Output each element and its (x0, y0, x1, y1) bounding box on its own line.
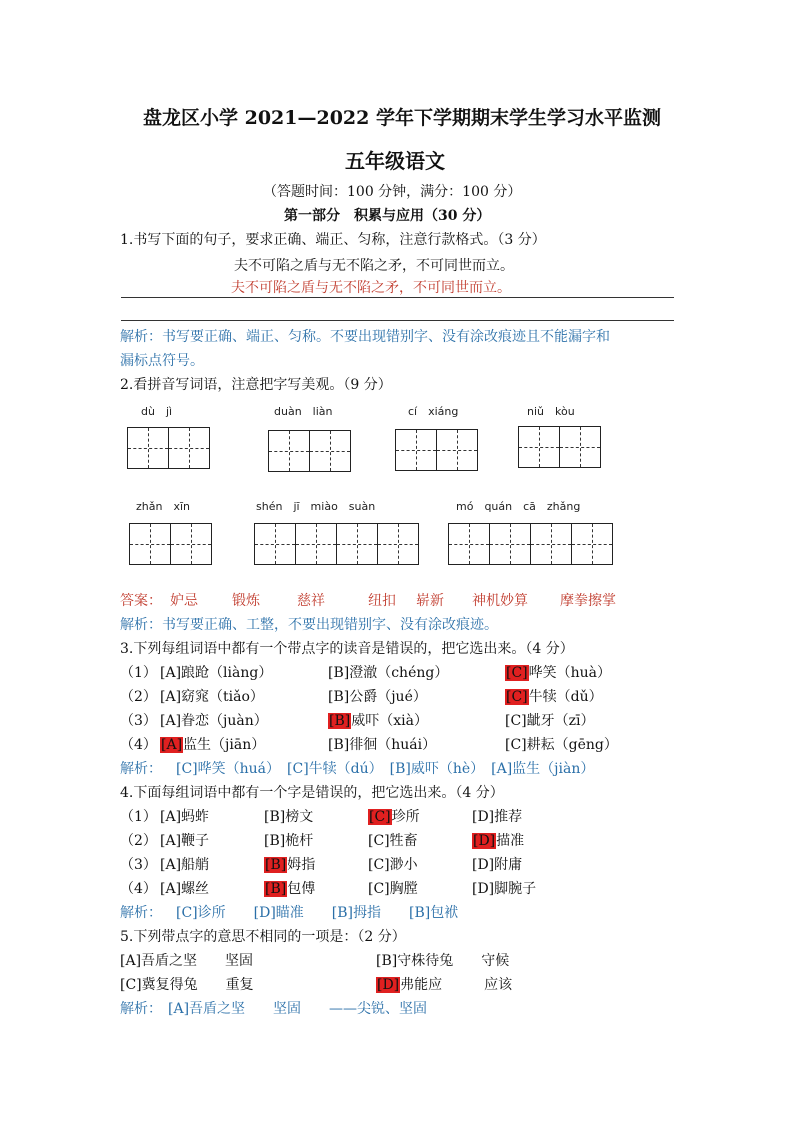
q4-prompt: 4.下面每组词语中都有一个字是错误的，把它选出来。（4 分） (120, 785, 504, 801)
pinyin-label: shén jī miào suàn (256, 500, 376, 513)
q2-answer-label: 答案： (120, 593, 162, 609)
q2-answer: 妒忌 (170, 593, 198, 609)
answer-highlight: [D] (473, 833, 496, 849)
q4-option-b: [B]榜文 (264, 809, 314, 825)
subject-title: 五年级语文 (345, 149, 445, 173)
q3-analysis-label: 解析： (120, 761, 162, 777)
q3-option-b-correct (328, 712, 428, 730)
q2-answer: 崭新 (416, 593, 444, 609)
q5-option-d-correct (376, 976, 512, 994)
q1-sentence: 夫不可陷之盾与无不陷之矛，不可同世而立。 (234, 258, 514, 274)
q3-option-a: [A]踉跄（liàng） (160, 665, 273, 681)
time-note: （答题时间：100 分钟，满分：100 分） (263, 184, 522, 200)
q4-option-b: [B]桅杆 (264, 833, 314, 849)
q4-option-text: 描准 (496, 833, 525, 849)
q4-option-c-correct (368, 808, 420, 826)
q5-option-c: [C]冀复得兔 重复 (120, 977, 254, 993)
q3-option-a: [A]窈窕（tiǎo） (160, 689, 264, 705)
q1-analysis-cont: 漏标点符号。 (120, 353, 204, 369)
q3-row-number: （2） (120, 689, 157, 705)
q4-option-text: 包傅 (287, 881, 316, 897)
q4-option-text: 珍所 (391, 809, 420, 825)
q2-prompt: 2.看拼音写词语，注意把字写美观。（9 分） (120, 377, 392, 393)
q5-prompt: 5.下列带点字的意思不相同的一项是：（2 分） (120, 929, 406, 945)
q1-sentence-copy: 夫不可陷之盾与无不陷之矛，不可同世而立。 (231, 280, 511, 296)
q5-option-text: 弗能应 应该 (400, 977, 513, 993)
q4-option-c: [C]渺小 (368, 857, 418, 873)
q4-analysis: [C]诊所 [D]瞄准 [B]拇指 [B]包袱 (176, 905, 459, 921)
writing-line (121, 297, 674, 298)
pinyin-label: mó quán cā zhǎng (456, 500, 581, 513)
q4-row-number: （1） (120, 809, 157, 825)
q2-answer: 纽扣 (368, 593, 396, 609)
pinyin-label: duàn liàn (274, 405, 333, 418)
q3-option-b: [B]澄澈（chéng） (328, 665, 449, 681)
q3-option-c: [C]龇牙（zī） (505, 713, 595, 729)
q4-option-c: [C]胸膛 (368, 881, 418, 897)
q4-option-b-correct (264, 856, 315, 874)
q3-option-a-correct (160, 736, 265, 754)
q3-analysis: [C]哗笑（huá） [C]牛犊（dú） [B]威吓（hè） [A]监生（jiàn） (176, 761, 595, 777)
answer-highlight: [D] (377, 977, 400, 993)
writing-grid[interactable] (448, 523, 613, 565)
q4-option-a: [A]蚂蚱 (160, 809, 210, 825)
q3-row-number: （3） (120, 713, 157, 729)
q5-analysis-label: 解析： (120, 1001, 162, 1017)
writing-grid[interactable] (395, 429, 478, 471)
writing-grid[interactable] (518, 426, 601, 468)
q4-option-d: [D]推荐 (472, 809, 523, 825)
q3-option-text: 牛犊（dǔ） (528, 689, 603, 705)
writing-grid[interactable] (254, 523, 419, 565)
page-title: 盘龙区小学 2021—2022 学年下学期期末学生学习水平监测 (143, 107, 661, 129)
q3-row-number: （1） (120, 665, 157, 681)
q4-option-a: [A]船艄 (160, 857, 210, 873)
q3-prompt: 3.下列每组词语中都有一个带点字的读音是错误的，把它选出来。（4 分） (120, 641, 574, 657)
writing-grid[interactable] (129, 523, 212, 565)
pinyin-label: niǔ kòu (527, 405, 575, 418)
writing-grid[interactable] (268, 430, 351, 472)
q3-option-b: [B]徘徊（huái） (328, 737, 437, 753)
q1-analysis: 解析：书写要正确、端正、匀称。不要出现错别字、没有涂改痕迹且不能漏字和 (120, 329, 610, 345)
answer-highlight: [B] (265, 857, 287, 873)
writing-grid[interactable] (127, 427, 210, 469)
answer-highlight: [C] (369, 809, 391, 825)
answer-highlight: [C] (506, 665, 528, 681)
answer-highlight: [B] (329, 713, 351, 729)
q4-option-c: [C]牲畜 (368, 833, 418, 849)
q4-row-number: （2） (120, 833, 157, 849)
q3-option-a: [A]眷恋（juàn） (160, 713, 268, 729)
pinyin-label: zhǎn xīn (136, 500, 190, 513)
q4-option-d: [D]脚腕子 (472, 881, 537, 897)
q3-option-text: 监生（jiān） (183, 737, 266, 753)
q3-row-number: （4） (120, 737, 157, 753)
q2-answer: 锻炼 (232, 593, 260, 609)
q2-analysis: 解析：书写要正确、工整，不要出现错别字、没有涂改痕迹。 (120, 617, 498, 633)
q2-answer: 摩拳擦掌 (560, 593, 616, 609)
q5-option-a: [A]吾盾之坚 坚固 (120, 953, 254, 969)
answer-highlight: [C] (506, 689, 528, 705)
q4-row-number: （4） (120, 881, 157, 897)
q4-option-a: [A]螺丝 (160, 881, 210, 897)
answer-highlight: [B] (265, 881, 287, 897)
q2-answer: 神机妙算 (472, 593, 528, 609)
part-heading: 第一部分 积累与应用（30 分） (284, 208, 491, 224)
q4-analysis-label: 解析： (120, 905, 162, 921)
q4-option-a: [A]鞭子 (160, 833, 210, 849)
pinyin-label: dù jì (141, 405, 173, 418)
q4-option-d: [D]附庸 (472, 857, 523, 873)
q1-prompt: 1.书写下面的句子，要求正确、端正、匀称，注意行款格式。（3 分） (120, 232, 546, 248)
q3-option-text: 威吓（xià） (351, 713, 428, 729)
q4-option-b-correct (264, 880, 315, 898)
pinyin-label: cí xiáng (408, 405, 459, 418)
q5-option-b: [B]守株待兔 守候 (376, 953, 510, 969)
q3-option-text: 哗笑（huà） (528, 665, 612, 681)
q3-option-c: [C]耕耘（gēng） (505, 737, 618, 753)
q3-option-c-correct (505, 664, 611, 682)
q2-answer: 慈祥 (297, 593, 325, 609)
q5-analysis: [A]吾盾之坚 坚固 ——尖锐、坚固 (168, 1001, 428, 1017)
q3-option-c-correct (505, 688, 603, 706)
q4-option-text: 姆指 (287, 857, 316, 873)
q3-option-b: [B]公爵（jué） (328, 689, 427, 705)
answer-highlight: [A] (161, 737, 183, 753)
q4-option-d-correct (472, 832, 524, 850)
q4-row-number: （3） (120, 857, 157, 873)
writing-line (121, 320, 674, 321)
